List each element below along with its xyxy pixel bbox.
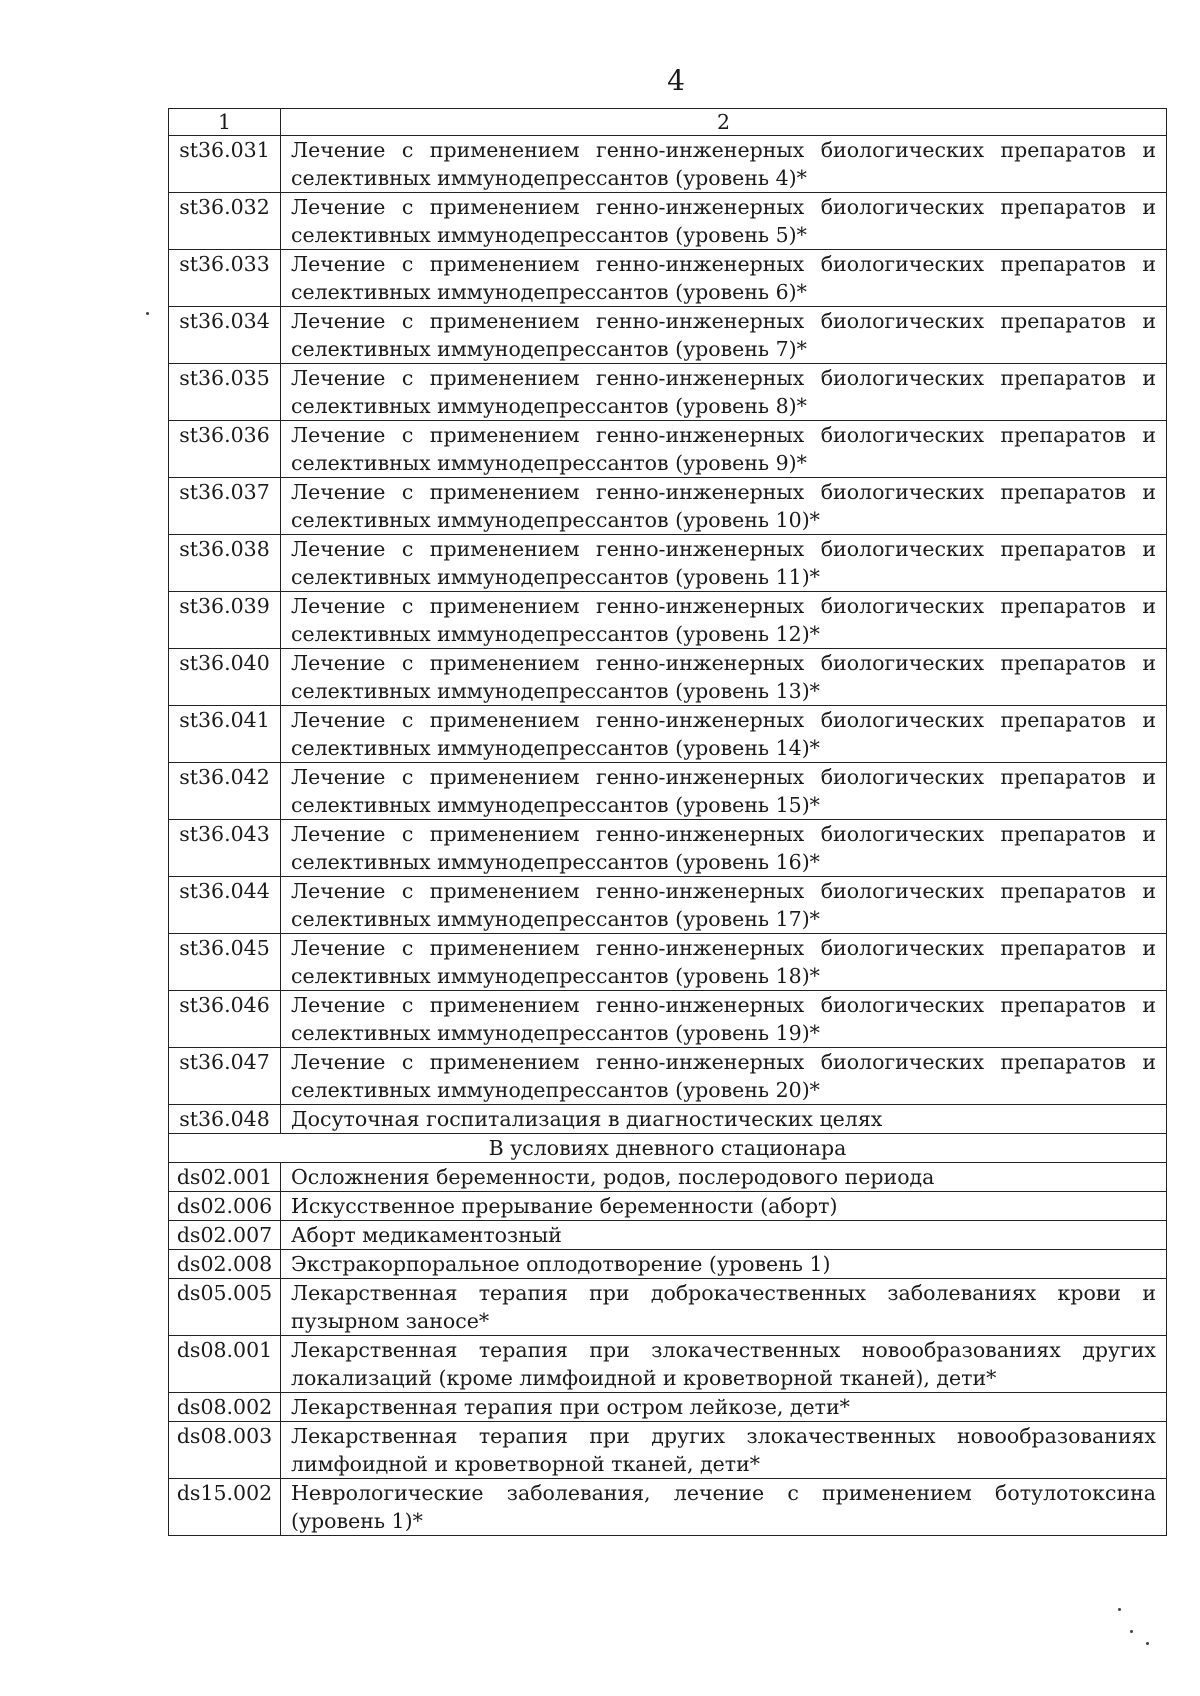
- table-row: [169, 649, 1167, 706]
- row-description: Лекарственная терапия при злокачественных новообразованиях других локализаций (кроме лимфоидной и кроветворной тканей), дети*: [281, 1336, 1167, 1393]
- row-code: st36.041: [169, 706, 281, 763]
- scan-speck: [1146, 1642, 1149, 1645]
- table-row: [169, 1393, 1167, 1422]
- section-title: В условиях дневного стационара: [169, 1134, 1167, 1163]
- scan-speck: [1118, 1608, 1121, 1611]
- row-description: Осложнения беременности, родов, послеродового периода: [281, 1163, 1167, 1192]
- row-code: ds15.002: [169, 1479, 281, 1536]
- row-code: st36.044: [169, 877, 281, 934]
- table-header-row: [169, 109, 1167, 136]
- table-row: [169, 592, 1167, 649]
- table-row: [169, 820, 1167, 877]
- table-row: [169, 478, 1167, 535]
- row-code: ds08.001: [169, 1336, 281, 1393]
- row-description: Экстракорпоральное оплодотворение (уровень 1): [281, 1250, 1167, 1279]
- scan-speck: [146, 312, 149, 315]
- table-row: [169, 1221, 1167, 1250]
- row-description: Лечение с применением генно-инженерных биологических препаратов и селективных иммунодепрессантов (уровень 9)*: [281, 421, 1167, 478]
- row-description: Лечение с применением генно-инженерных биологических препаратов и селективных иммунодепрессантов (уровень 20)*: [281, 1048, 1167, 1105]
- row-code: st36.040: [169, 649, 281, 706]
- row-description: Лекарственная терапия при остром лейкозе, дети*: [281, 1393, 1167, 1422]
- row-description: Аборт медикаментозный: [281, 1221, 1167, 1250]
- row-code: ds05.005: [169, 1279, 281, 1336]
- row-code: st36.035: [169, 364, 281, 421]
- row-code: st36.034: [169, 307, 281, 364]
- row-code: st36.037: [169, 478, 281, 535]
- row-code: ds02.007: [169, 1221, 281, 1250]
- row-description: Лечение с применением генно-инженерных биологических препаратов и селективных иммунодепрессантов (уровень 4)*: [281, 136, 1167, 193]
- row-description: Лечение с применением генно-инженерных биологических препаратов и селективных иммунодепрессантов (уровень 5)*: [281, 193, 1167, 250]
- tariff-table: [168, 108, 1167, 1536]
- table-row: [169, 934, 1167, 991]
- row-code: st36.045: [169, 934, 281, 991]
- row-code: ds08.003: [169, 1422, 281, 1479]
- row-description: Лекарственная терапия при других злокачественных новообразованиях лимфоидной и кроветворной тканей, дети*: [281, 1422, 1167, 1479]
- row-code: st36.042: [169, 763, 281, 820]
- row-description: Лечение с применением генно-инженерных биологических препаратов и селективных иммунодепрессантов (уровень 12)*: [281, 592, 1167, 649]
- row-code: ds02.001: [169, 1163, 281, 1192]
- table-row: [169, 136, 1167, 193]
- table-row: [169, 1279, 1167, 1336]
- table-row: [169, 364, 1167, 421]
- table-row: [169, 307, 1167, 364]
- table-row: [169, 763, 1167, 820]
- row-description: Лечение с применением генно-инженерных биологических препаратов и селективных иммунодепрессантов (уровень 7)*: [281, 307, 1167, 364]
- table-row: [169, 991, 1167, 1048]
- row-description: Лечение с применением генно-инженерных биологических препаратов и селективных иммунодепрессантов (уровень 16)*: [281, 820, 1167, 877]
- table-row: [169, 1422, 1167, 1479]
- row-description: Досуточная госпитализация в диагностических целях: [281, 1105, 1167, 1134]
- row-description: Лечение с применением генно-инженерных биологических препаратов и селективных иммунодепрессантов (уровень 8)*: [281, 364, 1167, 421]
- table-row: [169, 1105, 1167, 1134]
- row-description: Лечение с применением генно-инженерных биологических препаратов и селективных иммунодепрессантов (уровень 10)*: [281, 478, 1167, 535]
- table-row: [169, 1048, 1167, 1105]
- table-row: [169, 1250, 1167, 1279]
- row-code: st36.047: [169, 1048, 281, 1105]
- row-description: Лекарственная терапия при доброкачественных заболеваниях крови и пузырном заносе*: [281, 1279, 1167, 1336]
- row-code: ds02.006: [169, 1192, 281, 1221]
- row-description: Лечение с применением генно-инженерных биологических препаратов и селективных иммунодепрессантов (уровень 14)*: [281, 706, 1167, 763]
- row-description: Лечение с применением генно-инженерных биологических препаратов и селективных иммунодепрессантов (уровень 18)*: [281, 934, 1167, 991]
- table-row: [169, 1336, 1167, 1393]
- row-code: st36.043: [169, 820, 281, 877]
- row-code: st36.033: [169, 250, 281, 307]
- row-code: st36.048: [169, 1105, 281, 1134]
- row-description: Лечение с применением генно-инженерных биологических препаратов и селективных иммунодепрессантов (уровень 11)*: [281, 535, 1167, 592]
- table-row: [169, 421, 1167, 478]
- table-row: [169, 193, 1167, 250]
- row-code: ds02.008: [169, 1250, 281, 1279]
- row-description: Лечение с применением генно-инженерных биологических препаратов и селективных иммунодепрессантов (уровень 13)*: [281, 649, 1167, 706]
- table-row: [169, 1192, 1167, 1221]
- row-code: st36.038: [169, 535, 281, 592]
- row-description: Искусственное прерывание беременности (аборт): [281, 1192, 1167, 1221]
- table-row: [169, 535, 1167, 592]
- scan-speck: [1130, 1630, 1133, 1633]
- row-code: ds08.002: [169, 1393, 281, 1422]
- row-description: Лечение с применением генно-инженерных биологических препаратов и селективных иммунодепрессантов (уровень 15)*: [281, 763, 1167, 820]
- table-row: [169, 1163, 1167, 1192]
- row-description: Лечение с применением генно-инженерных биологических препаратов и селективных иммунодепрессантов (уровень 17)*: [281, 877, 1167, 934]
- column-header-1: 1: [169, 109, 281, 136]
- row-description: Неврологические заболевания, лечение с применением ботулотоксина (уровень 1)*: [281, 1479, 1167, 1536]
- table-row: [169, 1479, 1167, 1536]
- row-description: Лечение с применением генно-инженерных биологических препаратов и селективных иммунодепрессантов (уровень 6)*: [281, 250, 1167, 307]
- row-code: st36.032: [169, 193, 281, 250]
- table-row: [169, 877, 1167, 934]
- row-code: st36.046: [169, 991, 281, 1048]
- table-row: [169, 250, 1167, 307]
- column-header-2: 2: [281, 109, 1167, 136]
- section-header-row: [169, 1134, 1167, 1163]
- row-description: Лечение с применением генно-инженерных биологических препаратов и селективных иммунодепрессантов (уровень 19)*: [281, 991, 1167, 1048]
- row-code: st36.039: [169, 592, 281, 649]
- table-row: [169, 706, 1167, 763]
- page-number: 4: [667, 64, 685, 97]
- row-code: st36.031: [169, 136, 281, 193]
- row-code: st36.036: [169, 421, 281, 478]
